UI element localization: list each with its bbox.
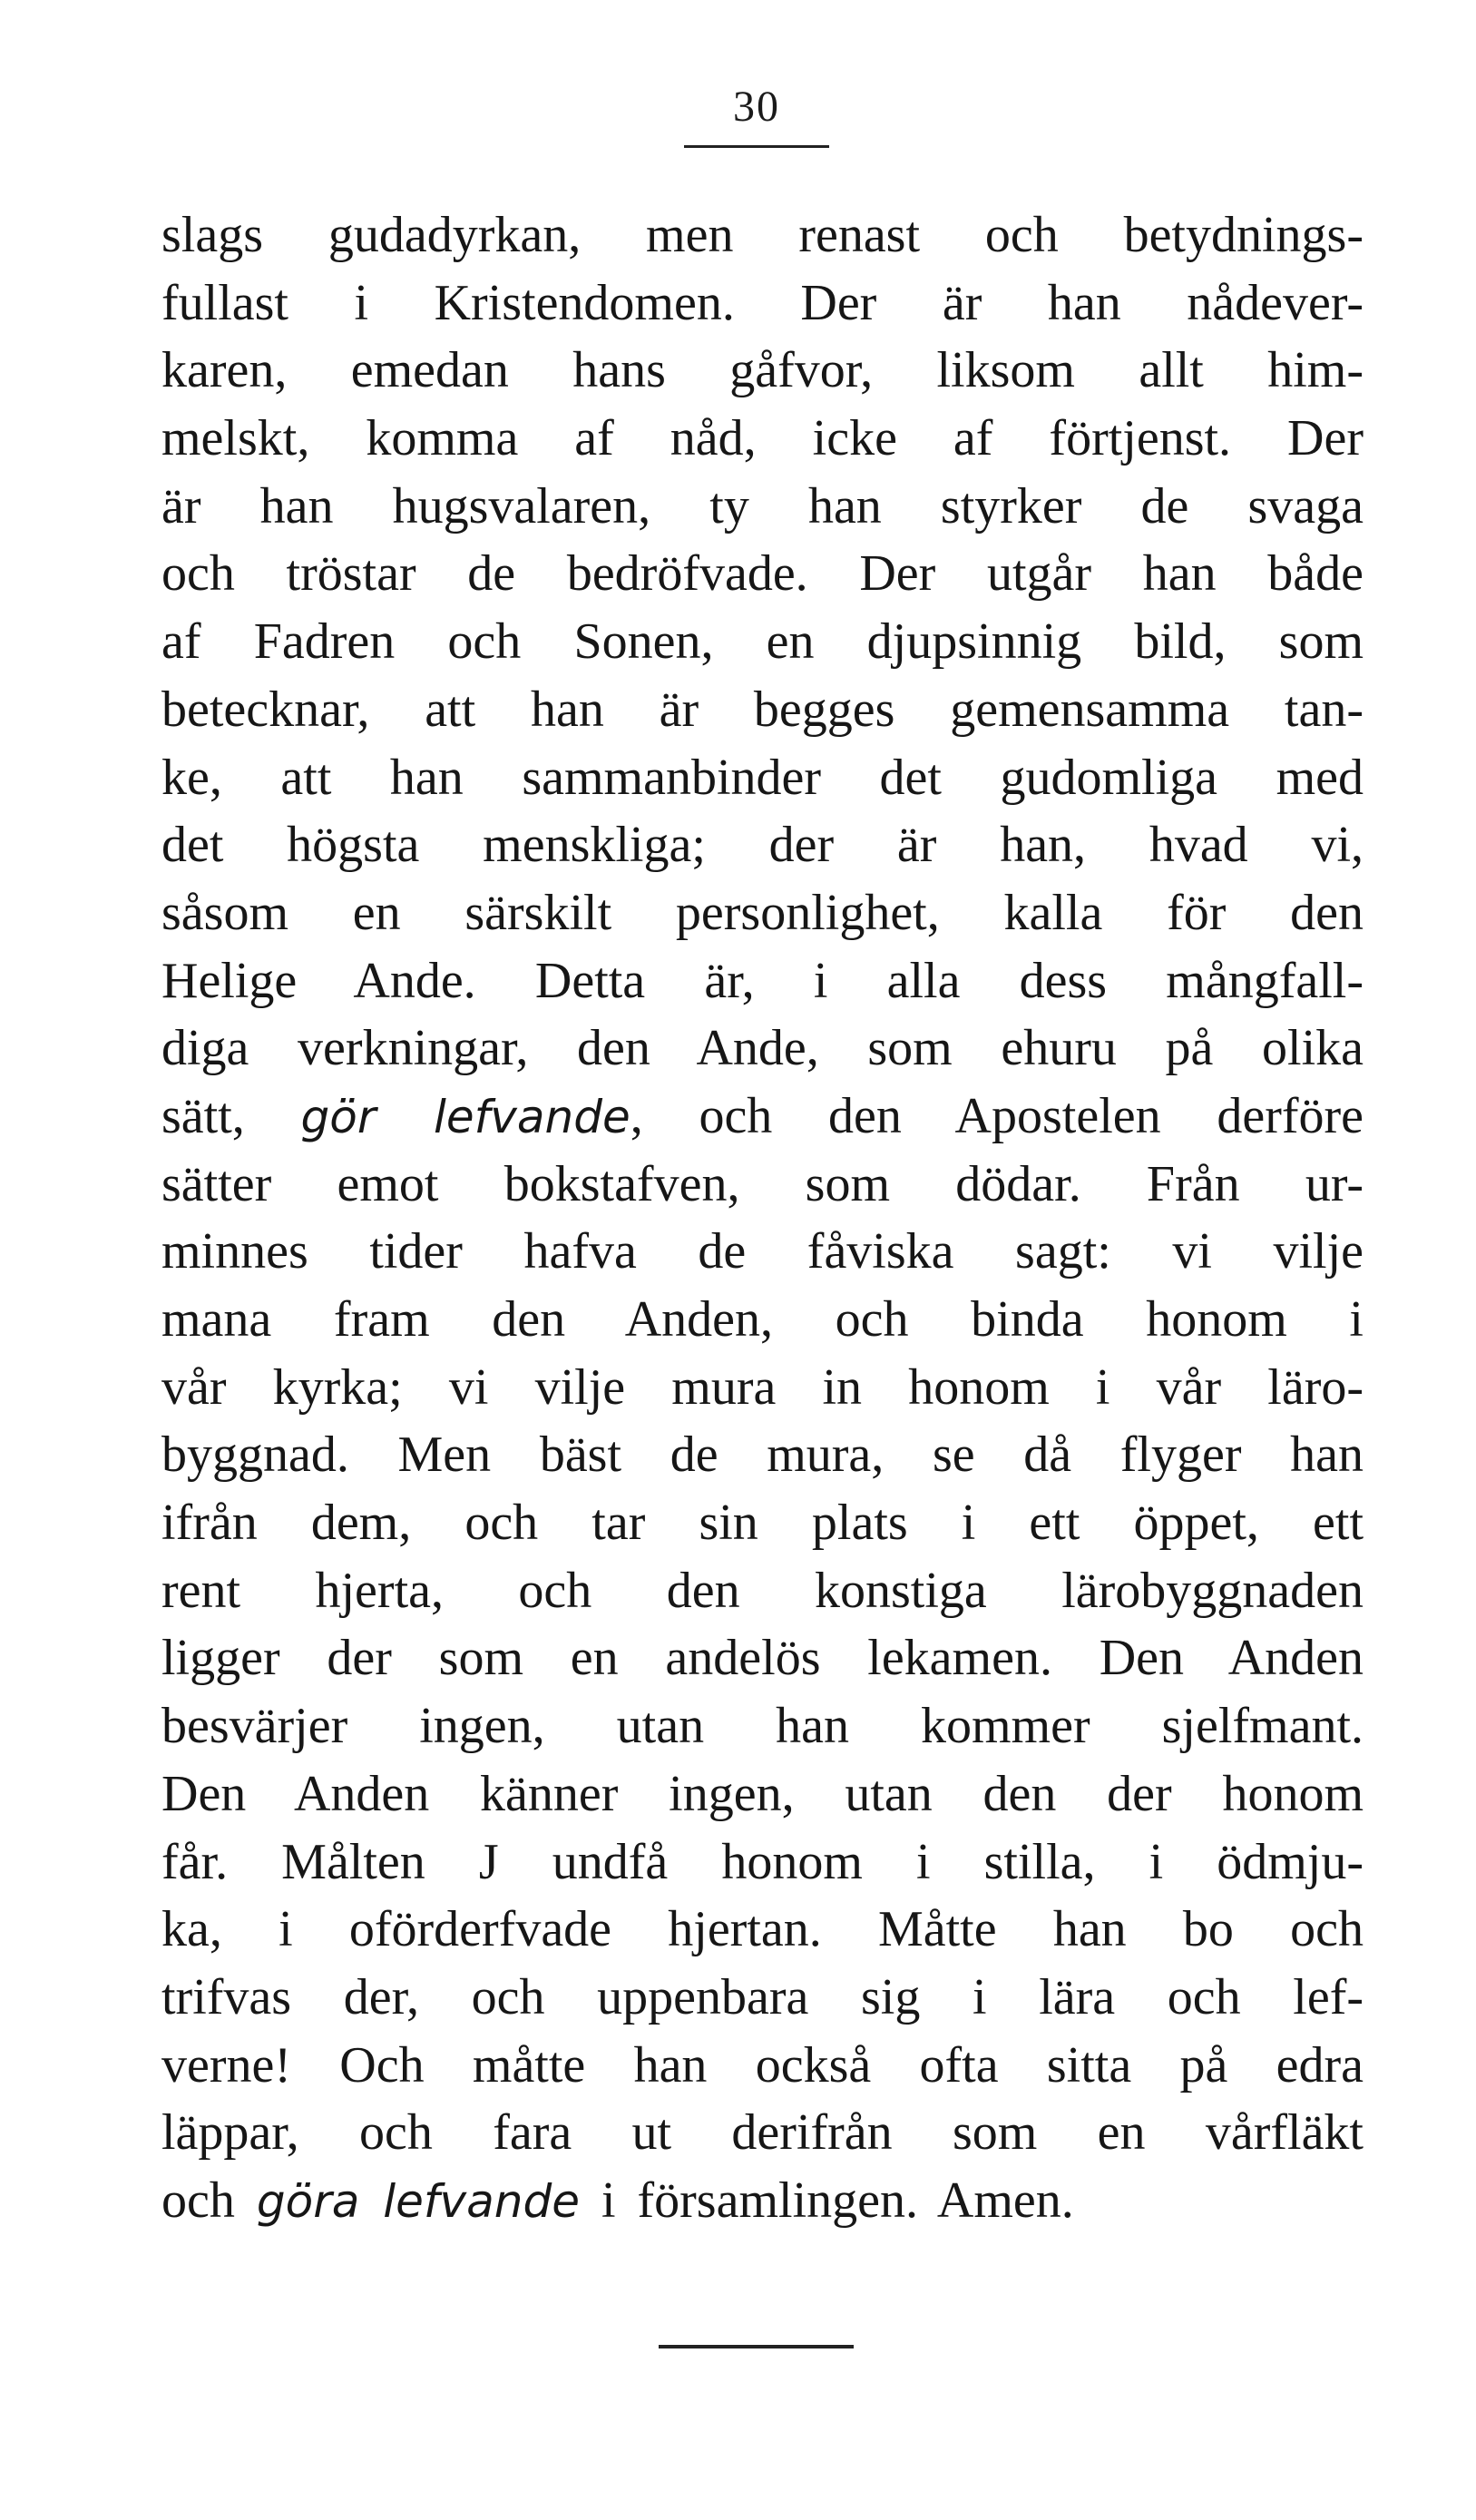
text-line xyxy=(161,1083,1364,1151)
text-line: fullast i Kristendomen. Der är han nådever- xyxy=(161,274,1364,331)
text-line: karen, emedan hans gåfvor, liksom allt him- xyxy=(161,342,1364,399)
text-line: vår kyrka; vi vilje mura in honom i vår läro- xyxy=(161,1358,1364,1416)
text-line: diga verkningar, den Ande, som ehuru på olika xyxy=(161,1020,1364,1077)
text-line: ligger der som en andelös lekamen. Den Anden xyxy=(161,1630,1364,1687)
text-line: ka, i oförderfvade hjertan. Måtte han bo och xyxy=(161,1901,1364,1958)
end-rule xyxy=(659,2345,854,2348)
text-line: får. Målten J undfå honom i stilla, i ödmju- xyxy=(161,1833,1364,1890)
text-line: slags gudadyrkan, men renast och betydnings- xyxy=(161,207,1364,263)
text-line: melskt, komma af nåd, icke af förtjenst. Der xyxy=(161,410,1364,467)
text-line: rent hjerta, och den konstiga lärobyggnaden xyxy=(161,1562,1364,1619)
page-number-rule xyxy=(684,145,829,148)
text-line-last xyxy=(161,2167,1364,2235)
text-line: såsom en särskilt personlighet, kalla för den xyxy=(161,884,1364,941)
text-line: betecknar, att han är begges gemensamma tan- xyxy=(161,681,1364,738)
text-line: det högsta menskliga; der är han, hvad vi, xyxy=(161,817,1364,874)
text-line: läppar, och fara ut derifrån som en vårfläkt xyxy=(161,2104,1364,2162)
text-line: ifrån dem, och tar sin plats i ett öppet, ett xyxy=(161,1495,1364,1552)
text-line: sätter emot bokstafven, som dödar. Från ur- xyxy=(161,1155,1364,1212)
italic-phrase: gör lefvande xyxy=(300,1090,630,1143)
page-number: 30 xyxy=(733,83,780,131)
text-line: besvärjer ingen, utan han kommer sjelfmant. xyxy=(161,1698,1364,1755)
body-text xyxy=(161,201,1364,2235)
text-line: trifvas der, och uppenbara sig i lära och lef- xyxy=(161,1968,1364,2025)
italic-phrase: göra lefvande xyxy=(256,2174,580,2228)
text-line: och tröstar de bedröfvade. Der utgår han både xyxy=(161,545,1364,603)
text-line: byggnad. Men bäst de mura, se då flyger han xyxy=(161,1427,1364,1484)
text-line: af Fadren och Sonen, en djupsinnig bild, som xyxy=(161,613,1364,671)
text-line: verne! Och måtte han också ofta sitta på edra xyxy=(161,2036,1364,2093)
text-line: mana fram den Anden, och binda honom i xyxy=(161,1291,1364,1348)
text-line: minnes tider hafva de fåviska sagt: vi vilje xyxy=(161,1223,1364,1280)
text-segment: sätt, xyxy=(161,1087,301,1144)
text-line: är han hugsvalaren, ty han styrker de svaga xyxy=(161,477,1364,534)
text-segment: och xyxy=(161,2172,257,2229)
text-line: ke, att han sammanbinder det gudomliga med xyxy=(161,749,1364,806)
text-segment: i församlingen. Amen. xyxy=(579,2172,1074,2229)
text-segment: , och den Apostelen derföre xyxy=(630,1087,1364,1144)
text-line: Den Anden känner ingen, utan den der honom xyxy=(161,1765,1364,1822)
text-line: Helige Ande. Detta är, i alla dess mångfall- xyxy=(161,952,1364,1009)
